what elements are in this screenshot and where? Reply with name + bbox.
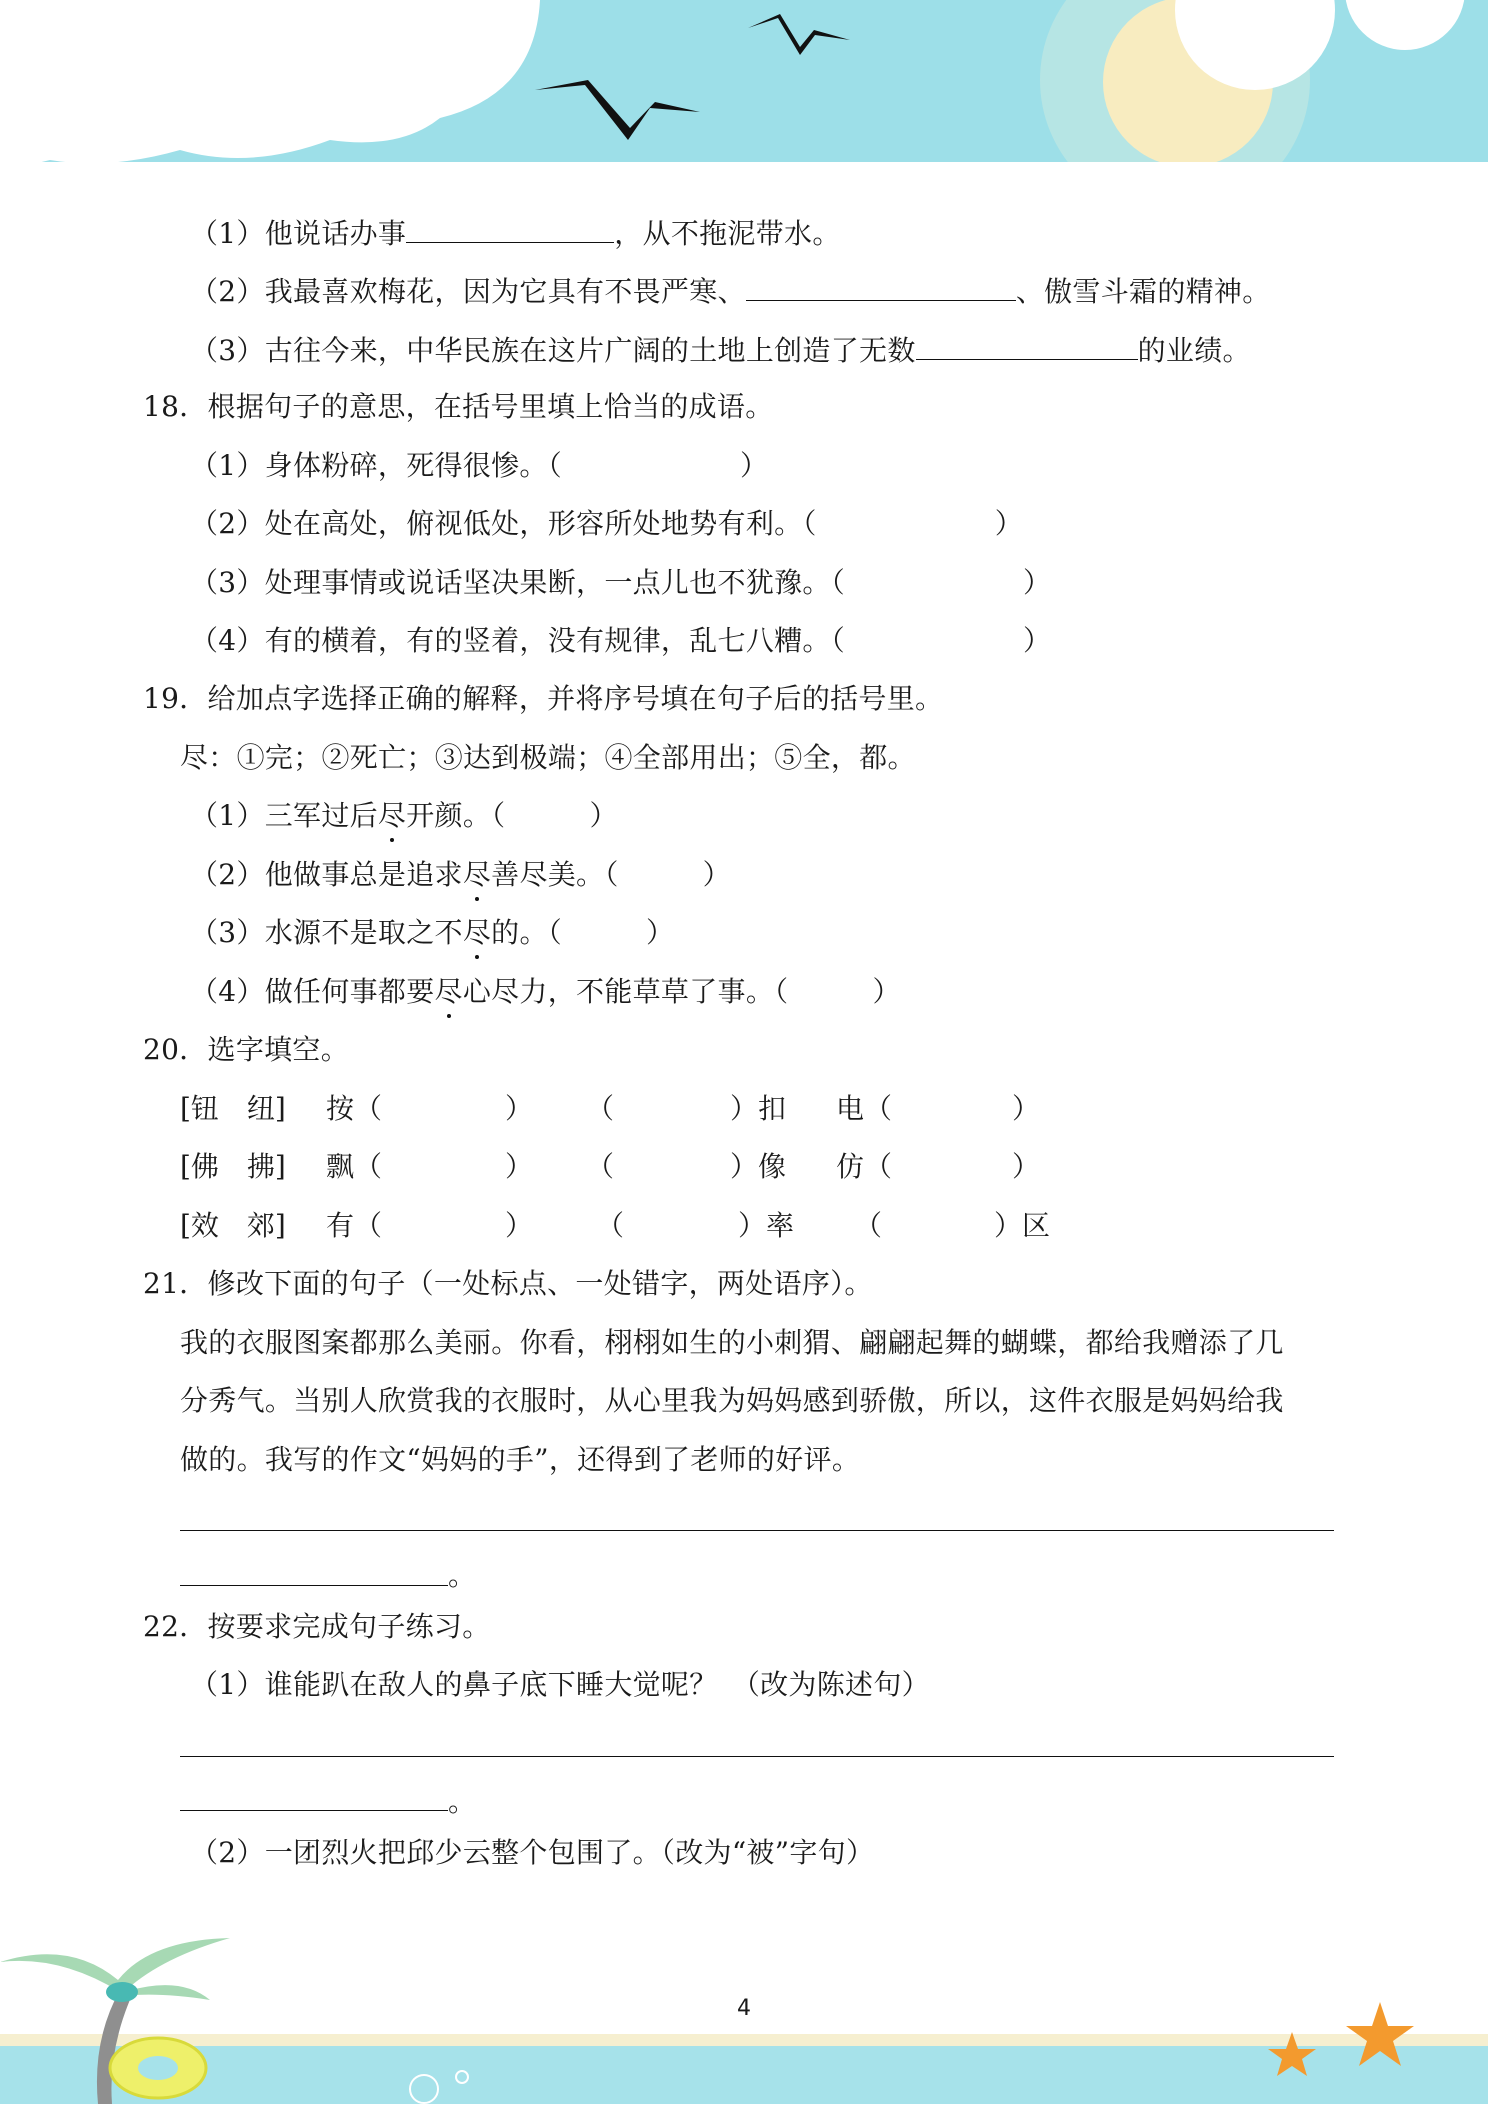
q20-row-1-b: ）扣: [730, 1092, 787, 1125]
q19-item-3: [190, 913, 674, 953]
q20-title: 20．选字填空。: [143, 1033, 350, 1066]
sentence-text: 他说话办事: [264, 217, 407, 250]
q20-row-3-c: （: [854, 1209, 883, 1242]
q20-row-2-c-close: ）: [1012, 1150, 1041, 1183]
q20-row-2-choice: [佛 拂]: [180, 1150, 286, 1183]
q21-end-mark: 。: [448, 1559, 477, 1592]
q20-row-2-b: ）像: [730, 1150, 787, 1183]
item-label: （3）: [190, 334, 265, 367]
close-paren: ）: [1023, 566, 1052, 599]
sentence-text: （1）身体粉碎，死得很惨。（: [190, 449, 563, 482]
close-paren: ）: [994, 507, 1024, 540]
q20-row-2-a-close: ）: [505, 1150, 534, 1183]
sentence-text: 、傲雪斗霜的精神。: [1015, 275, 1271, 308]
q19-item-1: [190, 796, 618, 836]
close-paren: ）: [740, 449, 769, 482]
sentence-text: （3）处理事情或说话坚决果断，一点儿也不犹豫。（: [190, 566, 846, 599]
close-paren: ）: [589, 799, 618, 832]
q19-item-4: [190, 972, 901, 1012]
sentence-text: （2）处在高处，俯视低处，形容所处地势有利。（: [190, 507, 817, 540]
answer-blank[interactable]: [746, 270, 1016, 301]
q20-row-1-b-open: （: [586, 1092, 615, 1125]
q18-item-4: [190, 621, 1051, 661]
q17-item-2: [190, 270, 1271, 310]
q21-answer-line-2[interactable]: [180, 1585, 448, 1586]
header-sky-decoration: [0, 0, 1488, 168]
sentence-text: （4）做任何事都要: [190, 975, 435, 1008]
q20-row-3-c-close: ）区: [994, 1209, 1051, 1242]
q17-item-3: [190, 329, 1251, 369]
q18-item-3: [190, 563, 1051, 603]
q20-row-3-a-close: ）: [505, 1209, 534, 1242]
sentence-text: 善尽美。（: [491, 858, 619, 891]
close-paren: ）: [646, 916, 675, 949]
sentence-text: （3）水源不是取之不: [190, 916, 463, 949]
close-paren: ）: [872, 975, 901, 1008]
q21-answer-line-1[interactable]: [180, 1530, 1334, 1531]
sentence-text: 古往今来，中华民族在这片广阔的土地上创造了无数: [264, 334, 916, 367]
q21-passage-line-1: 我的衣服图案都那么美丽。你看，栩栩如生的小刺猬、翩翩起舞的蝴蝶，都给我赠添了几: [180, 1326, 1284, 1359]
sentence-text: 我最喜欢梅花，因为它具有不畏严寒、: [264, 275, 746, 308]
q18-item-1: [190, 446, 768, 486]
sentence-text: 的业绩。: [1137, 334, 1251, 367]
q20-row-1-c-close: ）: [1012, 1092, 1041, 1125]
q18-item-2: [190, 504, 1023, 544]
q20-row-1-a-close: ）: [505, 1092, 534, 1125]
answer-blank[interactable]: [406, 212, 614, 243]
q20-row-2-a: 飘（: [326, 1150, 383, 1183]
q21-title: 21．修改下面的句子（一处标点、一处错字，两处语序）。: [143, 1267, 873, 1300]
q21-passage-line-3: 做的。我写的作文“妈妈的手”，还得到了老师的好评。: [180, 1443, 861, 1476]
q19-definitions: 尽：①完；②死亡；③达到极端；④全部用出；⑤全，都。: [180, 741, 916, 774]
sentence-text: 开颜。（: [406, 799, 506, 832]
answer-blank[interactable]: [916, 329, 1138, 360]
q22-item-2: （2）一团烈火把邱少云整个包围了。（改为“被”字句）: [190, 1836, 875, 1869]
item-label: （1）: [190, 217, 265, 250]
q20-row-1-a: 按（: [326, 1092, 383, 1125]
q22-title: 22．按要求完成句子练习。: [143, 1610, 491, 1643]
dotted-char: 尽: [463, 855, 491, 895]
q20-row-1-choice: [钮 纽]: [180, 1092, 286, 1125]
q22-answer-line-1[interactable]: [180, 1756, 1334, 1757]
sentence-text: 心尽力，不能草草了事。（: [462, 975, 789, 1008]
q20-row-2-b-open: （: [586, 1150, 615, 1183]
q20-row-3-choice: [效 郊]: [180, 1209, 286, 1242]
q20-row-3-b: ）率: [738, 1209, 795, 1242]
q22-item-1: （1）谁能趴在敌人的鼻子底下睡大觉呢？ （改为陈述句）: [190, 1668, 930, 1701]
item-label: （2）: [190, 275, 265, 308]
sentence-text: （2）他做事总是追求: [190, 858, 463, 891]
dotted-char: 尽: [378, 796, 406, 836]
sentence-text: 的。（: [491, 916, 563, 949]
q19-item-2: [190, 855, 731, 895]
q20-row-1-c: 电（: [836, 1092, 893, 1125]
dotted-char: 尽: [435, 972, 463, 1012]
q17-item-1: [190, 212, 841, 252]
sentence-text: （4）有的横着，有的竖着，没有规律，乱七八糟。（: [190, 624, 846, 657]
sentence-text: ，从不拖泥带水。: [614, 217, 841, 250]
dotted-char: 尽: [463, 913, 491, 953]
q21-passage-line-2: 分秀气。当别人欣赏我的衣服时，从心里我为妈妈感到骄傲，所以，这件衣服是妈妈给我: [180, 1384, 1284, 1417]
close-paren: ）: [1023, 624, 1052, 657]
page-number: 4: [737, 1996, 751, 2021]
q19-title: 19．给加点字选择正确的解释，并将序号填在句子后的括号里。: [143, 682, 944, 715]
close-paren: ）: [702, 858, 731, 891]
q22-end-mark: 。: [448, 1785, 477, 1818]
sentence-text: （1）三军过后: [190, 799, 378, 832]
q20-row-3-b-open: （: [596, 1209, 625, 1242]
q18-title: 18．根据句子的意思，在括号里填上恰当的成语。: [143, 390, 774, 423]
q20-row-3-a: 有（: [326, 1209, 383, 1242]
q22-answer-line-2[interactable]: [180, 1810, 448, 1811]
q20-row-2-c: 仿（: [836, 1150, 893, 1183]
